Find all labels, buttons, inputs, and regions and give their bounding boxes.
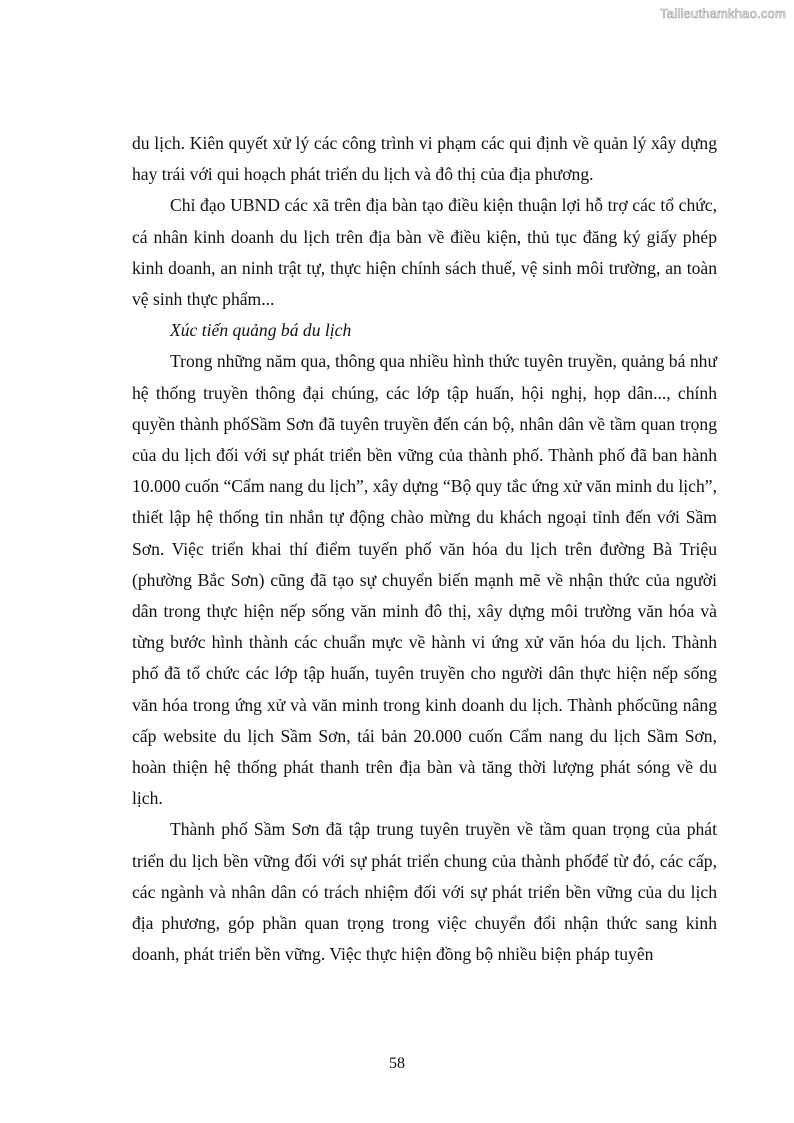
document-body (132, 128, 717, 970)
paragraph-promotion: Trong những năm qua, thông qua nhiều hình thức tuyên truyền, quảng bá như hệ thống truyền thông đại chúng, các lớp tập huấn, hội nghị, họp dân..., chính quyền thành phốSầm Sơn đã tuyên truyền đến cán bộ, nhân dân về tầm quan trọng của du lịch đối với sự phát triển bền vững của thành phố. Thành phố đã ban hành 10.000 cuốn “Cẩm nang du lịch”, xây dựng “Bộ quy tắc ứng xử văn minh du lịch”, thiết lập hệ thống tin nhắn tự động chào mừng du khách ngoại tỉnh đến với Sầm Sơn. Việc triển khai thí điểm tuyến phố văn hóa du lịch trên đường Bà Triệu (phường Bắc Sơn) cũng đã tạo sự chuyển biến mạnh mẽ về nhận thức của người dân trong thực hiện nếp sống văn minh đô thị, xây dựng môi trường văn hóa và từng bước hình thành các chuẩn mực về hành vi ứng xử văn hóa du lịch. Thành phố đã tổ chức các lớp tập huấn, tuyên truyền cho người dân thực hiện nếp sống văn hóa trong ứng xử và văn minh trong kinh doanh du lịch. Thành phốcũng nâng cấp website du lịch Sầm Sơn, tái bản 20.000 cuốn Cẩm nang du lịch Sầm Sơn, hoàn thiện hệ thống phát thanh trên địa bàn và tăng thời lượng phát sóng về du lịch. (132, 351, 717, 809)
watermark-text: Tailieuthamkhao.com (660, 6, 786, 21)
paragraph-sustainable-development: Thành phố Sầm Sơn đã tập trung tuyên truyền về tầm quan trọng của phát triển du lịch bền vững đối với sự phát triển chung của thành phốđể từ đó, các cấp, các ngành và nhân dân có trách nhiệm đối với sự phát triển bền vững của du lịch địa phương, góp phần quan trọng trong việc chuyển đổi nhận thức sang kinh doanh, phát triển bền vững. Việc thực hiện đồng bộ nhiều biện pháp tuyên (132, 819, 717, 965)
paragraph-continuation: du lịch. Kiên quyết xử lý các công trình vi phạm các qui định về quản lý xây dựng hay trái với qui hoạch phát triển du lịch và đô thị của địa phương. (132, 133, 717, 185)
page-number: 58 (389, 1055, 405, 1072)
section-heading: Xúc tiến quảng bá du lịch (170, 320, 352, 341)
paragraph-ubnd-directive: Chỉ đạo UBND các xã trên địa bàn tạo điều kiện thuận lợi hỗ trợ các tổ chức, cá nhân kinh doanh du lịch trên địa bàn về điều kiện, thủ tục đăng ký giấy phép kinh doanh, an ninh trật tự, thực hiện chính sách thuế, vệ sinh môi trường, an toàn vệ sinh thực phẩm... (132, 195, 717, 310)
